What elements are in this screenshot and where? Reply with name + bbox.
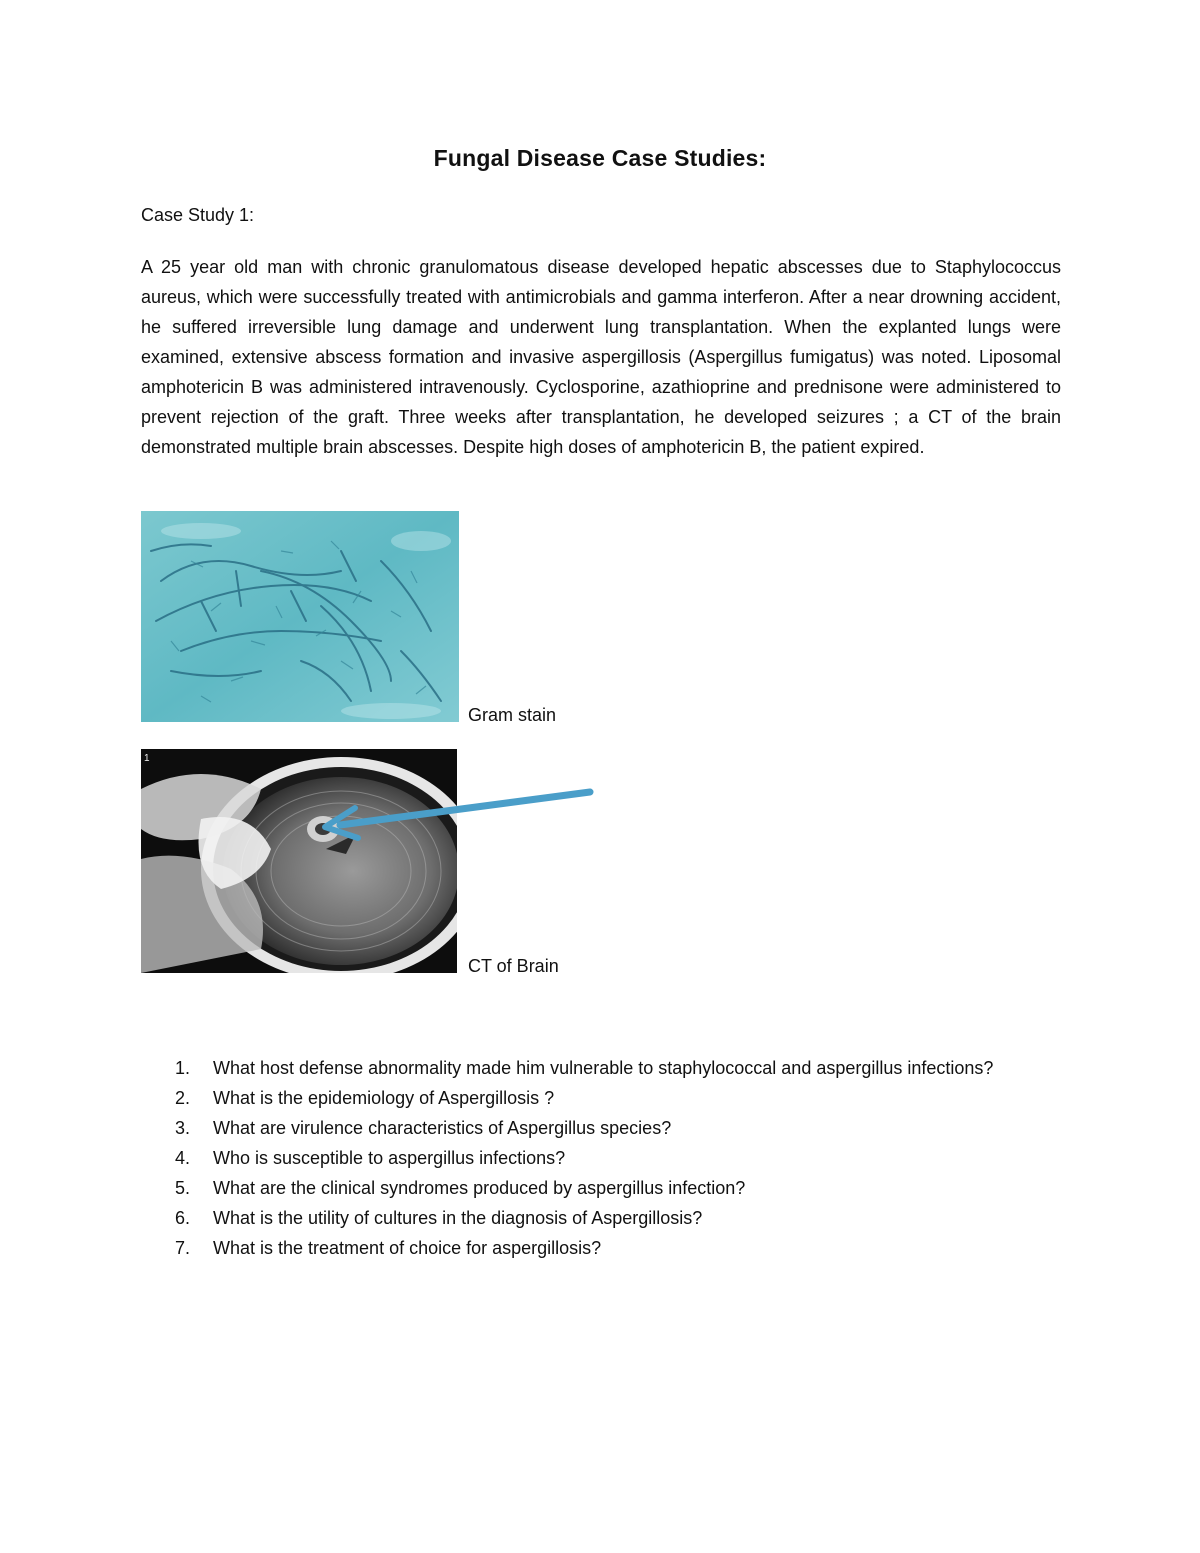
brain-ct-caption: CT of Brain	[468, 956, 559, 976]
gram-stain-image	[141, 511, 459, 722]
case-study-heading: Case Study 1:	[141, 205, 255, 225]
list-item: 7. What is the treatment of choice for aspergillosis?	[175, 1238, 602, 1258]
list-item: 6. What is the utility of cultures in the diagnosis of Aspergillosis?	[175, 1208, 703, 1228]
svg-text:1: 1	[144, 753, 150, 764]
gram-stain-caption: Gram stain	[468, 705, 557, 725]
document-title: Fungal Disease Case Studies:	[433, 145, 767, 171]
list-item: 2. What is the epidemiology of Aspergillosis ?	[175, 1088, 555, 1108]
list-item: 1. What host defense abnormality made him vulnerable to staphylococcal and aspergillus infections?	[175, 1058, 994, 1078]
case-study-paragraph: A 25 year old man with chronic granulomatous disease developed hepatic abscesses due to Staphylococcus aureus, which were successfully treated with antimicrobials and gamma interferon. After a near drowning accident, he suffered irreversible lung damage and underwent lung transplantation. When the explanted lungs were examined, extensive abscess formation and invasive aspergillosis (Aspergillus fumigatus) was noted. Liposomal amphotericin B was administered intravenously. Cyclosporine, azathioprine and prednisone were administered to prevent rejection of the graft. Three weeks after transplantation, he developed seizures ; a CT of the brain demonstrated multiple brain abscesses. Despite high doses of amphotericin B, the patient expired.	[141, 257, 1061, 457]
list-item: 3. What are virulence characteristics of Aspergillus species?	[175, 1118, 672, 1138]
question-list	[170, 1053, 1070, 1263]
list-item: 4. Who is susceptible to aspergillus infections?	[175, 1148, 566, 1168]
list-item: 5. What are the clinical syndromes produced by aspergillus infection?	[175, 1178, 746, 1198]
annotation-arrow-icon	[300, 780, 600, 850]
